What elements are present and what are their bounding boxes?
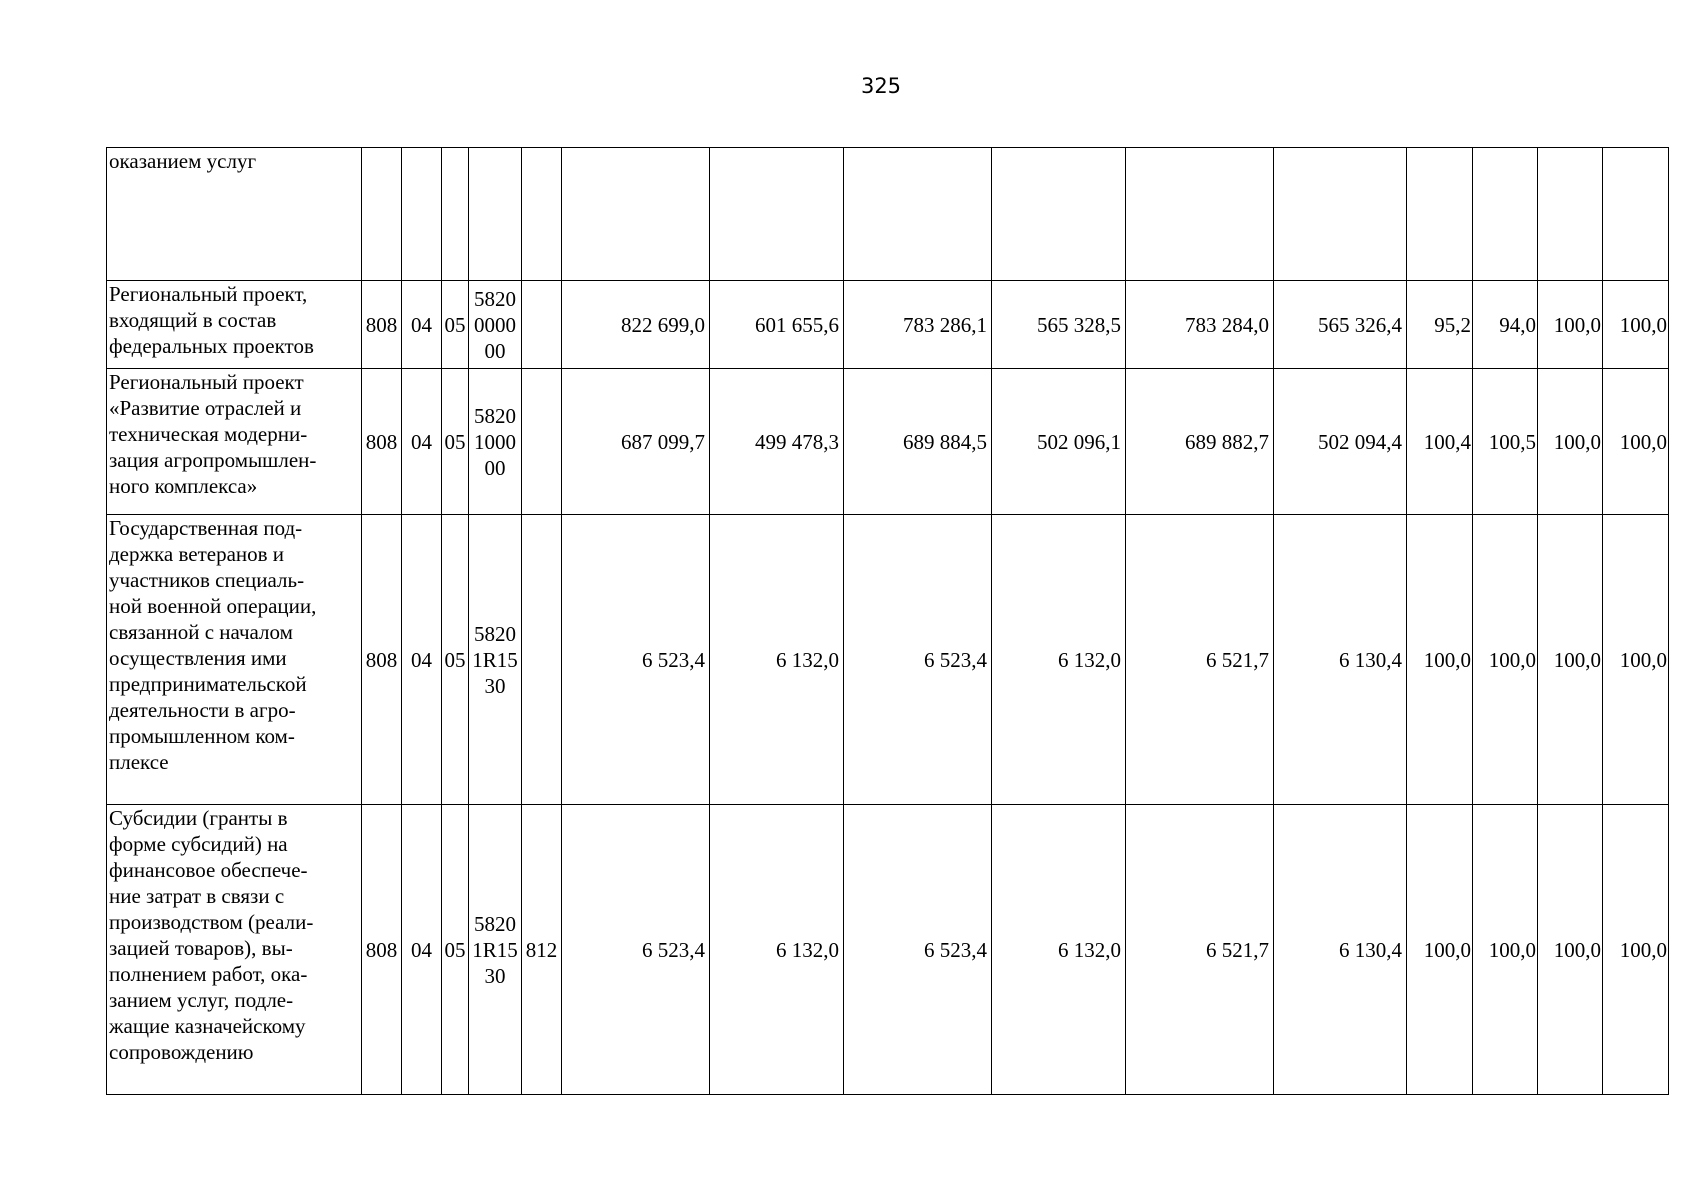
- target-article-line: 00: [484, 455, 506, 480]
- value-2022-actual-federal: 6 130,4: [1274, 515, 1407, 805]
- pct-actual-to-refined-federal: [1603, 148, 1669, 281]
- cell-section-code: 04: [402, 369, 442, 515]
- value-2022-refined-total: 689 884,5: [844, 369, 992, 515]
- name-line: Региональный проект: [109, 370, 304, 394]
- pct-actual-to-refined-total: 100,0: [1538, 281, 1603, 369]
- value-2022-refined-federal: 565 328,5: [992, 281, 1126, 369]
- target-article-line: 00: [484, 338, 506, 363]
- target-article-line: 5820: [474, 911, 516, 936]
- value-2022-actual-total: 783 284,0: [1126, 281, 1274, 369]
- value-2022-refined-federal: 502 096,1: [992, 369, 1126, 515]
- cell-section-code: 04: [402, 805, 442, 1095]
- name-line: оказанием услуг: [109, 149, 257, 173]
- pct-actual-to-refined-federal: 100,0: [1603, 805, 1669, 1095]
- name-line: входящий в состав: [109, 308, 277, 332]
- name-line: осуществления ими: [109, 646, 287, 670]
- name-line: участников специаль-: [109, 568, 305, 592]
- name-line: Субсидии (гранты в: [109, 806, 288, 830]
- table-row: [107, 148, 1669, 281]
- pct-actual-to-refined-federal: 100,0: [1603, 369, 1669, 515]
- cell-expense-type: [522, 148, 562, 281]
- name-line: Государственная под-: [109, 516, 303, 540]
- table-row: [107, 515, 1669, 805]
- value-2022-refined-total: [844, 148, 992, 281]
- cell-target-article: [469, 281, 522, 369]
- cell-name: [107, 805, 362, 1095]
- pct-actual-to-plan-federal: [1473, 148, 1538, 281]
- target-article-line: 30: [484, 963, 506, 988]
- pct-actual-to-refined-total: 100,0: [1538, 515, 1603, 805]
- value-2022-plan-federal: [710, 148, 844, 281]
- value-2022-plan-total: 822 699,0: [562, 281, 710, 369]
- cell-grbs-code: 808: [362, 281, 402, 369]
- cell-subsection-code: 05: [442, 515, 469, 805]
- cell-name: [107, 148, 362, 281]
- cell-target-article: [469, 148, 522, 281]
- name-line: зацией товаров), вы-: [109, 936, 293, 960]
- table-row: [107, 281, 1669, 369]
- page-number: 325: [860, 74, 902, 98]
- pct-actual-to-refined-federal: 100,0: [1603, 515, 1669, 805]
- value-2022-plan-federal: 6 132,0: [710, 805, 844, 1095]
- value-2022-plan-federal: 499 478,3: [710, 369, 844, 515]
- value-2022-actual-total: [1126, 148, 1274, 281]
- cell-grbs-code: [362, 148, 402, 281]
- cell-name: [107, 281, 362, 369]
- cell-expense-type: 812: [522, 805, 562, 1095]
- cell-target-article: [469, 805, 522, 1095]
- cell-expense-type: [522, 281, 562, 369]
- name-line: ние затрат в связи с: [109, 884, 285, 908]
- name-line: форме субсидий) на: [109, 832, 288, 856]
- target-article-line: 0000: [474, 312, 516, 337]
- name-line: зация агропромышлен-: [109, 448, 317, 472]
- value-2022-plan-total: 687 099,7: [562, 369, 710, 515]
- cell-name: [107, 515, 362, 805]
- value-2022-refined-federal: [992, 148, 1126, 281]
- cell-section-code: 04: [402, 515, 442, 805]
- name-line: федеральных проектов: [109, 334, 314, 358]
- table-row: [107, 805, 1669, 1095]
- name-line: занием услуг, подле-: [109, 988, 294, 1012]
- value-2022-refined-federal: 6 132,0: [992, 805, 1126, 1095]
- pct-actual-to-refined-total: 100,0: [1538, 805, 1603, 1095]
- name-line: ной военной операции,: [109, 594, 317, 618]
- value-2022-plan-total: 6 523,4: [562, 515, 710, 805]
- cell-expense-type: [522, 369, 562, 515]
- name-line: Региональный проект,: [109, 282, 308, 306]
- cell-subsection-code: [442, 148, 469, 281]
- cell-section-code: 04: [402, 281, 442, 369]
- value-2022-actual-federal: 6 130,4: [1274, 805, 1407, 1095]
- cell-target-article: [469, 515, 522, 805]
- value-2022-actual-federal: 502 094,4: [1274, 369, 1407, 515]
- pct-actual-to-plan-total: 100,0: [1407, 515, 1473, 805]
- pct-actual-to-plan-federal: 100,0: [1473, 805, 1538, 1095]
- cell-subsection-code: 05: [442, 281, 469, 369]
- target-article-line: 5820: [474, 403, 516, 428]
- cell-target-article: [469, 369, 522, 515]
- pct-actual-to-refined-total: [1538, 148, 1603, 281]
- name-line: финансовое обеспече-: [109, 858, 308, 882]
- name-line: промышленном ком-: [109, 724, 295, 748]
- target-article-line: 1000: [474, 429, 516, 454]
- value-2022-refined-total: 6 523,4: [844, 515, 992, 805]
- name-line: связанной с началом: [109, 620, 293, 644]
- pct-actual-to-plan-federal: 94,0: [1473, 281, 1538, 369]
- target-article-line: 5820: [474, 621, 516, 646]
- value-2022-actual-total: 689 882,7: [1126, 369, 1274, 515]
- name-line: ного комплекса»: [109, 474, 258, 498]
- cell-grbs-code: 808: [362, 369, 402, 515]
- name-line: производством (реали-: [109, 910, 314, 934]
- budget-table: [106, 147, 1669, 1095]
- value-2022-actual-federal: 565 326,4: [1274, 281, 1407, 369]
- name-line: полнением работ, ока-: [109, 962, 308, 986]
- cell-grbs-code: 808: [362, 515, 402, 805]
- cell-expense-type: [522, 515, 562, 805]
- value-2022-plan-federal: 601 655,6: [710, 281, 844, 369]
- value-2022-plan-total: [562, 148, 710, 281]
- value-2022-actual-federal: [1274, 148, 1407, 281]
- cell-subsection-code: 05: [442, 805, 469, 1095]
- value-2022-refined-total: 6 523,4: [844, 805, 992, 1095]
- pct-actual-to-plan-total: [1407, 148, 1473, 281]
- target-article-line: 1R15: [472, 937, 518, 962]
- name-line: «Развитие отраслей и: [109, 396, 302, 420]
- pct-actual-to-refined-total: 100,0: [1538, 369, 1603, 515]
- pct-actual-to-refined-federal: 100,0: [1603, 281, 1669, 369]
- target-article-line: 30: [484, 673, 506, 698]
- name-line: держка ветеранов и: [109, 542, 285, 566]
- value-2022-plan-federal: 6 132,0: [710, 515, 844, 805]
- cell-subsection-code: 05: [442, 369, 469, 515]
- name-line: техническая модерни-: [109, 422, 308, 446]
- name-line: сопровождению: [109, 1040, 254, 1064]
- cell-section-code: [402, 148, 442, 281]
- name-line: предпринимательской: [109, 672, 307, 696]
- cell-name: [107, 369, 362, 515]
- value-2022-refined-federal: 6 132,0: [992, 515, 1126, 805]
- value-2022-refined-total: 783 286,1: [844, 281, 992, 369]
- name-line: жащие казначейскому: [109, 1014, 306, 1038]
- pct-actual-to-plan-federal: 100,5: [1473, 369, 1538, 515]
- value-2022-actual-total: 6 521,7: [1126, 805, 1274, 1095]
- pct-actual-to-plan-total: 95,2: [1407, 281, 1473, 369]
- pct-actual-to-plan-federal: 100,0: [1473, 515, 1538, 805]
- table-row: [107, 369, 1669, 515]
- pct-actual-to-plan-total: 100,0: [1407, 805, 1473, 1095]
- value-2022-plan-total: 6 523,4: [562, 805, 710, 1095]
- pct-actual-to-plan-total: 100,4: [1407, 369, 1473, 515]
- value-2022-actual-total: 6 521,7: [1126, 515, 1274, 805]
- target-article-line: 1R15: [472, 647, 518, 672]
- name-line: плексе: [109, 750, 169, 774]
- cell-grbs-code: 808: [362, 805, 402, 1095]
- target-article-line: 5820: [474, 286, 516, 311]
- name-line: деятельности в агро-: [109, 698, 296, 722]
